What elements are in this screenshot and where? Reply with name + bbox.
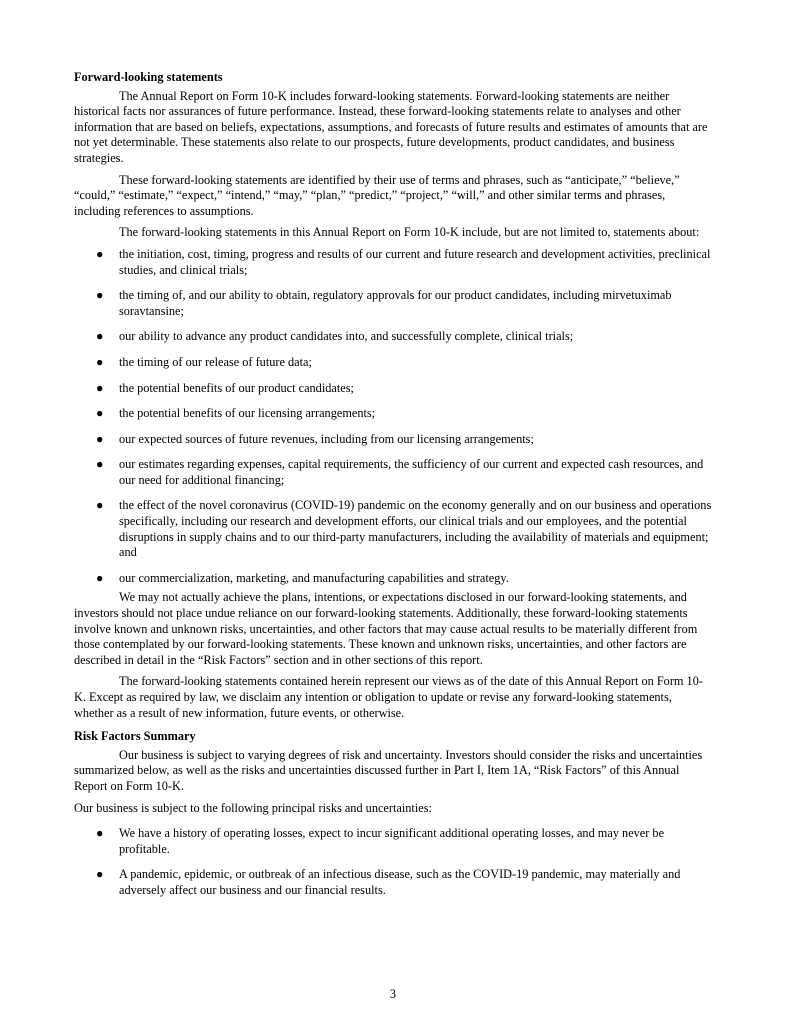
list-item-text: our estimates regarding expenses, capital requirements, the sufficiency of our current and expected cash resources, and our need for additional financing; (119, 457, 704, 487)
list-item-text: the timing of, and our ability to obtain, regulatory approvals for our product candidates, including mirvetuximab soravtansine; (119, 288, 672, 318)
bullet-icon: ● (96, 826, 104, 841)
list-item (74, 406, 712, 422)
list-item-text: our ability to advance any product candidates into, and successfully complete, clinical trials; (119, 329, 574, 344)
paragraph: The forward-looking statements in this Annual Report on Form 10-K include, but are not limited to, statements about: (119, 225, 700, 240)
risk-factors-bullet-list (74, 826, 712, 898)
list-item (74, 288, 712, 319)
list-item-text: We have a history of operating losses, expect to incur significant additional operating losses, and may never be profitable. (119, 826, 665, 856)
bullet-icon: ● (96, 246, 104, 261)
bullet-icon: ● (96, 867, 104, 882)
bullet-icon: ● (96, 288, 104, 303)
list-item (74, 826, 712, 857)
list-item (74, 571, 712, 587)
bullet-icon: ● (96, 380, 104, 395)
list-item (74, 329, 712, 345)
list-item-text: A pandemic, epidemic, or outbreak of an infectious disease, such as the COVID-19 pandemic, may materially and adversely affect our business and our financial results. (119, 867, 681, 897)
page-number: 3 (389, 987, 397, 1001)
bullet-icon: ● (96, 570, 104, 585)
list-item (74, 498, 712, 560)
list-item-text: the initiation, cost, timing, progress and results of our current and future research and development activities, preclinical studies, and clinical trials; (119, 246, 711, 277)
list-item-text: our expected sources of future revenues, including from our licensing arrangements; (119, 431, 534, 446)
list-item-text: the effect of the novel coronavirus (COVID-19) pandemic on the economy generally and on our business and operations specifically, including our research and development efforts, our clinical trials and our employees, and the potential disruptions in supply chains and to our third-party manufacturers, including the availability of materials and equipment; and (119, 498, 712, 560)
section-heading-risk-factors-summary: Risk Factors Summary (74, 729, 196, 744)
list-item-text: the timing of our release of future data; (119, 354, 312, 369)
list-item-text: our commercialization, marketing, and manufacturing capabilities and strategy. (119, 570, 509, 585)
bullet-icon: ● (96, 406, 104, 421)
document-page (74, 70, 712, 909)
list-item (74, 432, 712, 448)
bullet-icon: ● (96, 329, 104, 344)
paragraph: Our business is subject to the following principal risks and uncertainties: (74, 800, 432, 815)
paragraph: The forward-looking statements contained herein represent our views as of the date of this Annual Report on Form 10-K. Except as required by law, we disclaim any intention or obligation to update or revise any forward-looking statements, whether as a result of new information, future events, or otherwise. (74, 674, 703, 720)
bullet-icon: ● (96, 498, 104, 513)
forward-looking-bullet-list (74, 247, 712, 587)
bullet-icon: ● (96, 457, 104, 472)
paragraph: Our business is subject to varying degrees of risk and uncertainty. Investors should consider the risks and uncertainties summarized below, as well as the risks and uncertainties discussed further in Part I, Item 1A, “Risk Factors” of this Annual Report on Form 10-K. (74, 747, 703, 793)
section-heading-forward-looking: Forward-looking statements (74, 70, 223, 84)
list-item (74, 247, 712, 278)
bullet-icon: ● (96, 354, 104, 369)
bullet-icon: ● (96, 431, 104, 446)
list-item (74, 381, 712, 397)
list-item (74, 457, 712, 488)
paragraph: The Annual Report on Form 10-K includes forward-looking statements. Forward-looking statements are neither historical facts nor assurances of future performance. Instead, these forward-looking statements relate to analyses and other information that are based on beliefs, expectations, assumptions, and forecasts of future results and estimates of amounts that are not yet determinable. These statements also relate to our prospects, future developments, product candidates, and business strategies. (74, 88, 708, 165)
paragraph: These forward-looking statements are identified by their use of terms and phrases, such as “anticipate,” “believe,” “could,” “estimate,” “expect,” “intend,” “may,” “plan,” “predict,” “project,” “will,” and other similar terms and phrases, including references to assumptions. (74, 172, 680, 218)
list-item (74, 867, 712, 898)
list-item-text: the potential benefits of our product candidates; (119, 380, 354, 395)
list-item-text: the potential benefits of our licensing arrangements; (119, 406, 376, 421)
paragraph: We may not actually achieve the plans, intentions, or expectations disclosed in our forward-looking statements, and investors should not place undue reliance on our forward-looking statements. Additionally, these forward-looking statements involve known and unknown risks, uncertainties, and other factors that may cause actual results to be materially different from those contemplated by our forward-looking statements. These known and unknown risks, uncertainties, and other factors are described in detail in the “Risk Factors” section and in other sections of this report. (74, 590, 698, 667)
list-item (74, 355, 712, 371)
